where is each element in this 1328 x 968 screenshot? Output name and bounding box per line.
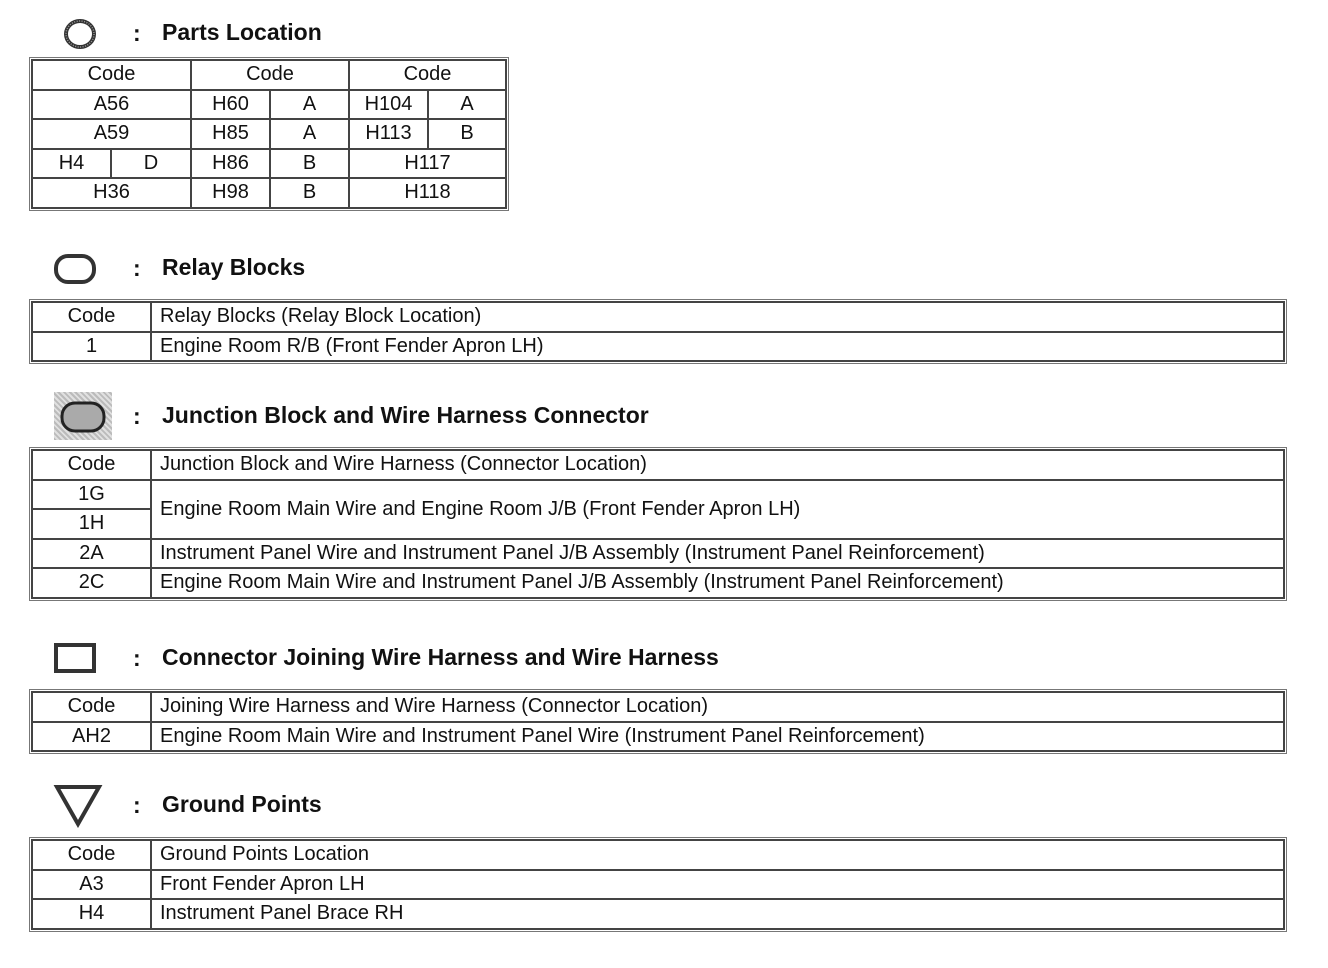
- circle-symbol-icon: [60, 16, 100, 52]
- table-row: [32, 899, 1284, 929]
- code-cell: 2A: [32, 539, 151, 569]
- code-cell: 1G: [32, 480, 151, 510]
- table-header-row: [32, 692, 1284, 722]
- description-cell: Engine Room Main Wire and Instrument Panel J/B Assembly (Instrument Panel Reinforcement): [151, 568, 1284, 598]
- table-row: [32, 722, 1284, 752]
- table-row: [32, 332, 1284, 362]
- code-cell: H36: [32, 178, 191, 208]
- grid-cell: D: [111, 149, 191, 179]
- table-header-row: [32, 302, 1284, 332]
- rectangle-symbol-icon: [52, 641, 98, 675]
- grid-cell: B: [428, 119, 506, 149]
- header-cell: Code: [191, 60, 349, 90]
- parts-location-table: [31, 59, 507, 209]
- grid-cell: A: [428, 90, 506, 120]
- code-cell: 1H: [32, 509, 151, 539]
- code-cell: A3: [32, 870, 151, 900]
- junction-colon: :: [133, 403, 141, 429]
- code-cell: H98: [191, 178, 270, 208]
- table-row: [32, 149, 506, 179]
- relay-colon: :: [133, 255, 141, 281]
- connector-colon: :: [133, 645, 141, 671]
- ground-colon: :: [133, 792, 141, 818]
- shaded-rounded-rect-symbol-icon: [56, 398, 110, 436]
- table-header-row: [32, 840, 1284, 870]
- triangle-symbol-icon: [52, 782, 104, 828]
- header-cell: Code: [32, 450, 151, 480]
- header-cell: Relay Blocks (Relay Block Location): [151, 302, 1284, 332]
- grid-cell: B: [270, 149, 349, 179]
- header-cell: Code: [32, 60, 191, 90]
- parts-colon: :: [133, 20, 141, 46]
- code-cell: H60: [191, 90, 270, 120]
- header-cell: Ground Points Location: [151, 840, 1284, 870]
- code-cell: H4: [32, 149, 111, 179]
- rounded-rect-symbol-icon: [52, 252, 98, 286]
- connector-joining-title: Connector Joining Wire Harness and Wire Harness: [162, 644, 719, 670]
- ground-points-title: Ground Points: [162, 791, 322, 817]
- code-cell: A56: [32, 90, 191, 120]
- relay-blocks-title: Relay Blocks: [162, 254, 306, 280]
- table-row: [32, 568, 1284, 598]
- header-cell: Code: [32, 840, 151, 870]
- grid-cell: A: [270, 119, 349, 149]
- relay-blocks-table: [31, 301, 1285, 362]
- table-row: [32, 90, 506, 120]
- ground-points-table: [31, 839, 1285, 930]
- grid-cell: B: [270, 178, 349, 208]
- description-cell: Instrument Panel Brace RH: [151, 899, 1284, 929]
- code-cell: H104: [349, 90, 428, 120]
- header-cell: Code: [32, 302, 151, 332]
- parts-location-title: Parts Location: [162, 19, 322, 45]
- code-cell: 2C: [32, 568, 151, 598]
- code-cell: H4: [32, 899, 151, 929]
- table-row: [32, 539, 1284, 569]
- code-cell: AH2: [32, 722, 151, 752]
- code-cell: H113: [349, 119, 428, 149]
- code-cell: H118: [349, 178, 506, 208]
- description-cell: Engine Room R/B (Front Fender Apron LH): [151, 332, 1284, 362]
- table-row: [32, 480, 1284, 510]
- header-cell: Code: [32, 692, 151, 722]
- junction-block-table: [31, 449, 1285, 599]
- grid-cell: A: [270, 90, 349, 120]
- table-row: [32, 178, 506, 208]
- description-cell: Front Fender Apron LH: [151, 870, 1284, 900]
- description-cell: Engine Room Main Wire and Instrument Panel Wire (Instrument Panel Reinforcement): [151, 722, 1284, 752]
- header-cell: Junction Block and Wire Harness (Connector Location): [151, 450, 1284, 480]
- table-row: [32, 119, 506, 149]
- header-cell: Joining Wire Harness and Wire Harness (Connector Location): [151, 692, 1284, 722]
- header-cell: Code: [349, 60, 506, 90]
- junction-block-title: Junction Block and Wire Harness Connector: [162, 402, 649, 428]
- table-row: [32, 870, 1284, 900]
- description-cell: Instrument Panel Wire and Instrument Panel J/B Assembly (Instrument Panel Reinforcement): [151, 539, 1284, 569]
- table-header-row: [32, 450, 1284, 480]
- code-cell: H85: [191, 119, 270, 149]
- code-cell: H86: [191, 149, 270, 179]
- description-cell: Engine Room Main Wire and Engine Room J/B (Front Fender Apron LH): [151, 480, 1284, 539]
- connector-joining-table: [31, 691, 1285, 752]
- code-cell: A59: [32, 119, 191, 149]
- code-cell: H117: [349, 149, 506, 179]
- code-cell: 1: [32, 332, 151, 362]
- table-header-row: [32, 60, 506, 90]
